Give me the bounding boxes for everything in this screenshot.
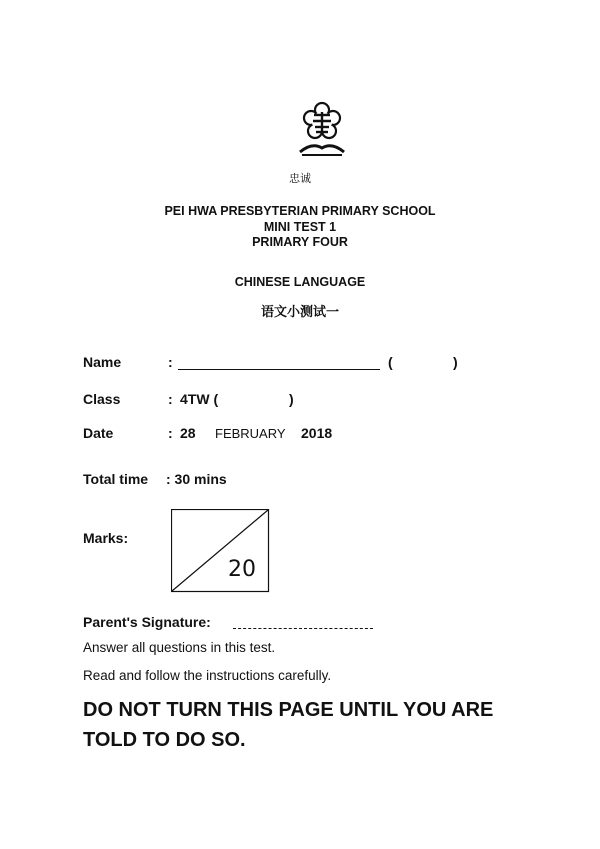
name-colon: : — [168, 354, 173, 370]
marks-total: 20 — [228, 557, 256, 582]
school-motto: 忠诚 — [289, 172, 311, 185]
instruction-2: Read and follow the instructions carefully. — [83, 668, 332, 683]
total-time-value: : 30 mins — [166, 471, 227, 487]
name-close-paren: ) — [453, 354, 458, 370]
date-year: 2018 — [301, 425, 333, 441]
parent-signature-line[interactable] — [233, 628, 373, 629]
subject-chinese: 语文小测试一 — [260, 305, 339, 320]
date-colon: : — [168, 425, 173, 441]
name-label: Name — [83, 354, 122, 370]
date-month: FEBRUARY — [215, 426, 286, 441]
level: PRIMARY FOUR — [252, 235, 348, 249]
class-colon: : — [168, 391, 173, 407]
class-value: 4TW ( — [180, 391, 219, 407]
parent-signature-label: Parent's Signature: — [83, 614, 211, 630]
date-label: Date — [83, 425, 114, 441]
school-name: PEI HWA PRESBYTERIAN PRIMARY SCHOOL — [164, 204, 436, 218]
subject: CHINESE LANGUAGE — [234, 275, 366, 289]
marks-label: Marks: — [83, 530, 129, 546]
total-time-label: Total time — [83, 471, 149, 487]
class-label: Class — [83, 391, 121, 407]
test-name: MINI TEST 1 — [263, 220, 337, 234]
name-field-line[interactable] — [178, 369, 380, 370]
date-day: 28 — [180, 425, 196, 441]
warning-line-2: TOLD TO DO SO. — [83, 729, 246, 751]
instruction-1: Answer all questions in this test. — [83, 640, 276, 655]
school-crest-icon — [294, 100, 350, 158]
class-close-paren: ) — [289, 391, 294, 407]
warning-line-1: DO NOT TURN THIS PAGE UNTIL YOU ARE — [83, 699, 494, 721]
name-open-paren: ( — [388, 354, 393, 370]
